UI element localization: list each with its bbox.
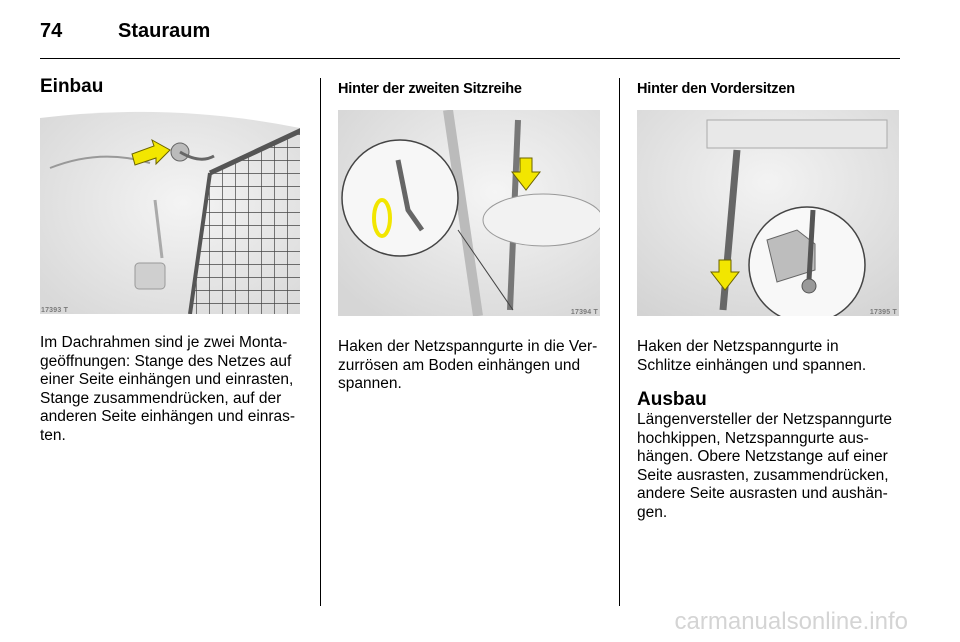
body-text: Längenversteller der Netzspanngurte hochkippen, Netzspanngurte aus- hängen. Obere Netzstange auf einer Seite ausrasten, zusammendrücken, andere Seite ausrasten und aushän- gen. [637,411,893,521]
header-rule [40,58,900,59]
illustration-floor-eyelet [338,110,598,316]
section-subheading: Ausbau [637,389,707,410]
section-heading: Hinter den Vordersitzen [637,81,795,97]
column-divider [320,78,321,606]
figure-code: 17395 T [869,309,897,316]
illustration-roof-net [40,108,300,314]
body-text: Haken der Netzspanngurte in Schlitze einhängen und spannen. [637,338,867,374]
page-number: 74 [40,20,63,42]
column-einbau [40,74,302,445]
section-heading: Hinter der zweiten Sitzreihe [338,81,522,97]
page-title: Stauraum [118,20,211,42]
column-vordersitze [637,76,899,522]
column-divider [619,78,620,606]
figure-code: 17394 T [570,309,598,316]
figure-code: 17393 T [41,307,69,314]
body-text: Haken der Netzspanngurte in die Ver- zurrösen am Boden einhängen und spannen. [338,338,598,392]
illustration-seat-slot [637,110,897,316]
body-text: Im Dachrahmen sind je zwei Monta- geöffnungen: Stange des Netzes auf einer Seite einhängen und einrasten, Stange zusammendrücken, auf der anderen Seite einhängen und einras- ten. [40,334,296,444]
column-zweite-sitzreihe [338,76,600,394]
watermark: carmanualsonline.info [674,608,908,635]
section-heading: Einbau [40,76,104,97]
